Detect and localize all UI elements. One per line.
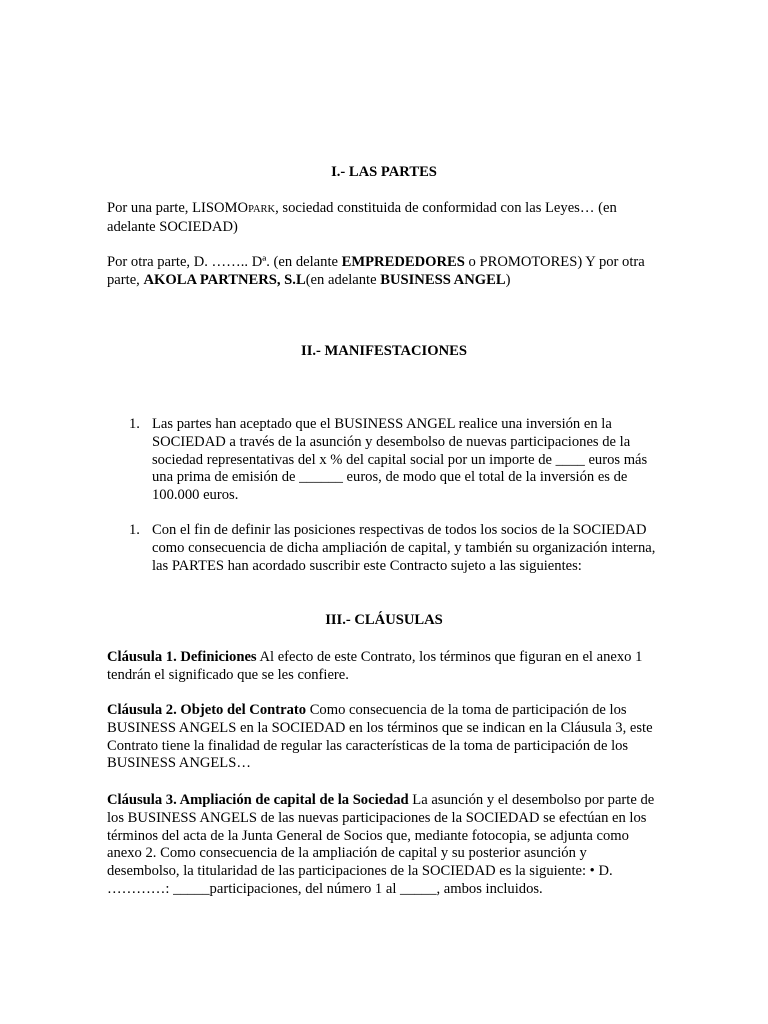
party-emprendedores-bold: EMPREDEDORES — [341, 254, 465, 270]
list-number: 1. — [129, 416, 140, 432]
manifestacion-text: Con el fin de definir las posiciones respectivas de todos los socios de la SOCIEDAD como consecuencia de dicha ampliación de capital, y también su organización interna, las PARTES han acordado suscribir este Contracto sujeto a las siguientes: — [152, 522, 656, 574]
party-akola-bold: AKOLA PARTNERS, S.L — [143, 271, 306, 288]
clausula-1 — [107, 649, 662, 685]
heading-manifestaciones: II.- MANIFESTACIONES — [301, 343, 467, 359]
clausula-2 — [107, 702, 662, 773]
clausula-text: Al efecto de este Contrato, los términos que figuran en el anexo 1 tendrán el significado que se les confiere. — [107, 649, 643, 683]
party-promotores-text-a: Por otra parte, D. …….. Dª. (en delante — [107, 254, 342, 270]
party-promotores — [107, 254, 662, 290]
clausula-title: Cláusula 3. Ampliación de capital de la Sociedad — [107, 792, 409, 808]
party-business-angel-bold: BUSINESS ANGEL — [380, 271, 506, 288]
heading-partes: I.- LAS PARTES — [331, 164, 437, 180]
manifestacion-text: Las partes han aceptado que el BUSINESS ANGEL realice una inversión en la SOCIEDAD a través de la asunción y desembolso de nuevas participaciones de la sociedad representativas del x % del capital social por un importe de ____ euros más una prima de emisión de ______ euros, de modo que el total de la inversión es de 100.000 euros. — [152, 416, 648, 504]
heading-clausulas: III.- CLÁUSULAS — [325, 612, 443, 628]
clausula-3 — [107, 792, 662, 899]
party-sociedad — [107, 200, 662, 237]
party-promotores-text-b: o PROMOTORES) Y por otra parte, — [107, 254, 645, 288]
clausula-text: Como consecuencia de la toma de participación de los BUSINESS ANGELS en la SOCIEDAD en los términos que se indican en la Cláusula 3, este Contrato tiene la finalidad de regular las características de la toma de participación de los BUSINESS ANGELS… — [107, 702, 653, 772]
clausula-title: Cláusula 1. Definiciones — [107, 649, 257, 665]
list-number: 1. — [129, 522, 140, 538]
clausula-title: Cláusula 2. Objeto del Contrato — [107, 702, 307, 718]
clausula-text: La asunción y el desembolso por parte de los BUSINESS ANGELS de las nuevas participaciones de la SOCIEDAD se efectúan en los términos del acta de la Junta General de Socios que, mediante fotocopia, se adjunta como anexo 2. Como consecuencia de la ampliación de capital y su posterior asunción y desembolso, la titularidad de las participaciones de la SOCIEDAD es la siguiente: • D. …………: _____participaciones, del número 1 al _____, ambos incluidos. — [107, 792, 655, 897]
party-promotores-text-c: (en adelante — [305, 271, 381, 288]
party-sociedad-text-b: , sociedad constituida de conformidad con las Leyes… (en adelante SOCIEDAD) — [107, 200, 617, 235]
party-sociedad-text-a: Por una parte, LISOMO — [107, 200, 249, 216]
party-promotores-text-d: ) — [505, 271, 511, 288]
party-sociedad-smallcaps: PARK — [248, 204, 276, 215]
